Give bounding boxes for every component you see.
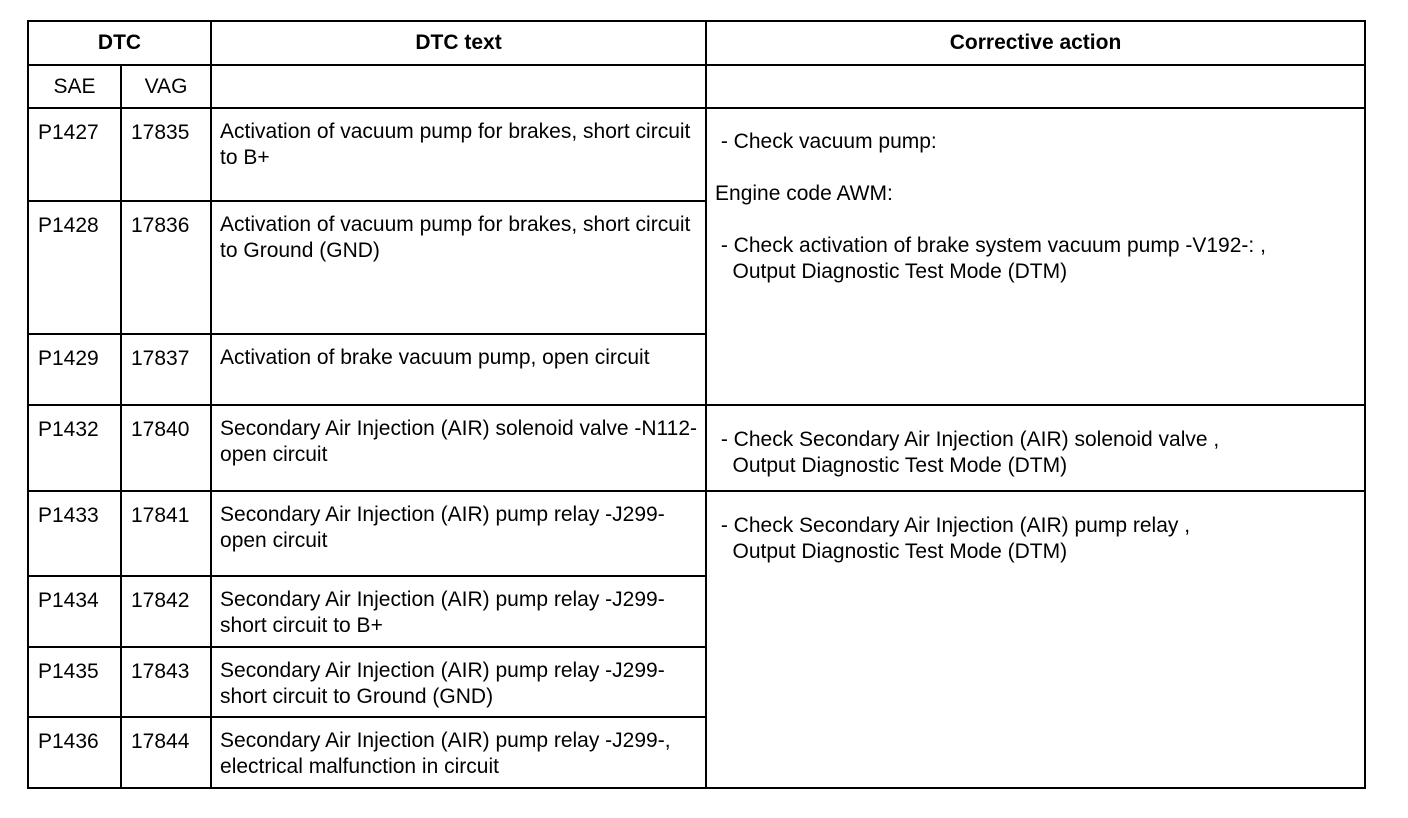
header-sae: SAE — [28, 65, 121, 108]
subheader-row — [28, 65, 1365, 108]
dtc-text: Secondary Air Injection (AIR) pump relay -J299-, electrical malfunction in circuit — [211, 717, 706, 788]
sae-code: P1434 — [28, 576, 121, 647]
sae-code: P1427 — [28, 108, 121, 201]
vag-code: 17843 — [121, 647, 211, 717]
vag-code: 17844 — [121, 717, 211, 788]
corrective-action — [706, 108, 1365, 405]
action-line: Engine code AWM: — [715, 182, 893, 205]
header-corrective-action: Corrective action — [706, 21, 1365, 65]
header-vag: VAG — [121, 65, 211, 108]
table-row — [28, 405, 1365, 491]
table-row — [28, 108, 1365, 201]
sae-code: P1429 — [28, 334, 121, 405]
dtc-text: Secondary Air Injection (AIR) solenoid valve -N112- open circuit — [211, 405, 706, 491]
vag-code: 17841 — [121, 491, 211, 576]
sae-code: P1428 — [28, 201, 121, 334]
action-line: Output Diagnostic Test Mode (DTM) — [715, 260, 1068, 283]
vag-code: 17836 — [121, 201, 211, 334]
corrective-action — [706, 491, 1365, 788]
dtc-text: Activation of vacuum pump for brakes, short circuit to B+ — [211, 108, 706, 201]
action-line: - Check vacuum pump: — [715, 130, 937, 153]
sae-code: P1435 — [28, 647, 121, 717]
dtc-text: Activation of brake vacuum pump, open circuit — [211, 334, 706, 405]
action-line: Output Diagnostic Test Mode (DTM) — [715, 454, 1068, 477]
header-empty-text — [211, 65, 706, 108]
vag-code: 17842 — [121, 576, 211, 647]
action-line: - Check activation of brake system vacuum pump -V192-: , — [715, 234, 1266, 257]
action-line: Output Diagnostic Test Mode (DTM) — [715, 540, 1068, 563]
dtc-text: Secondary Air Injection (AIR) pump relay -J299- open circuit — [211, 491, 706, 576]
corrective-action — [706, 405, 1365, 491]
sae-code: P1432 — [28, 405, 121, 491]
vag-code: 17835 — [121, 108, 211, 201]
header-dtc: DTC — [28, 21, 211, 65]
dtc-text: Activation of vacuum pump for brakes, short circuit to Ground (GND) — [211, 201, 706, 334]
table-row — [28, 491, 1365, 576]
sae-code: P1433 — [28, 491, 121, 576]
dtc-text: Secondary Air Injection (AIR) pump relay -J299- short circuit to Ground (GND) — [211, 647, 706, 717]
header-row — [28, 21, 1365, 65]
action-line: - Check Secondary Air Injection (AIR) pump relay , — [715, 514, 1191, 537]
header-empty-action — [706, 65, 1365, 108]
dtc-table — [27, 20, 1366, 789]
vag-code: 17837 — [121, 334, 211, 405]
dtc-text: Secondary Air Injection (AIR) pump relay -J299- short circuit to B+ — [211, 576, 706, 647]
header-dtc-text: DTC text — [211, 21, 706, 65]
sae-code: P1436 — [28, 717, 121, 788]
action-line: - Check Secondary Air Injection (AIR) solenoid valve , — [715, 428, 1220, 451]
vag-code: 17840 — [121, 405, 211, 491]
